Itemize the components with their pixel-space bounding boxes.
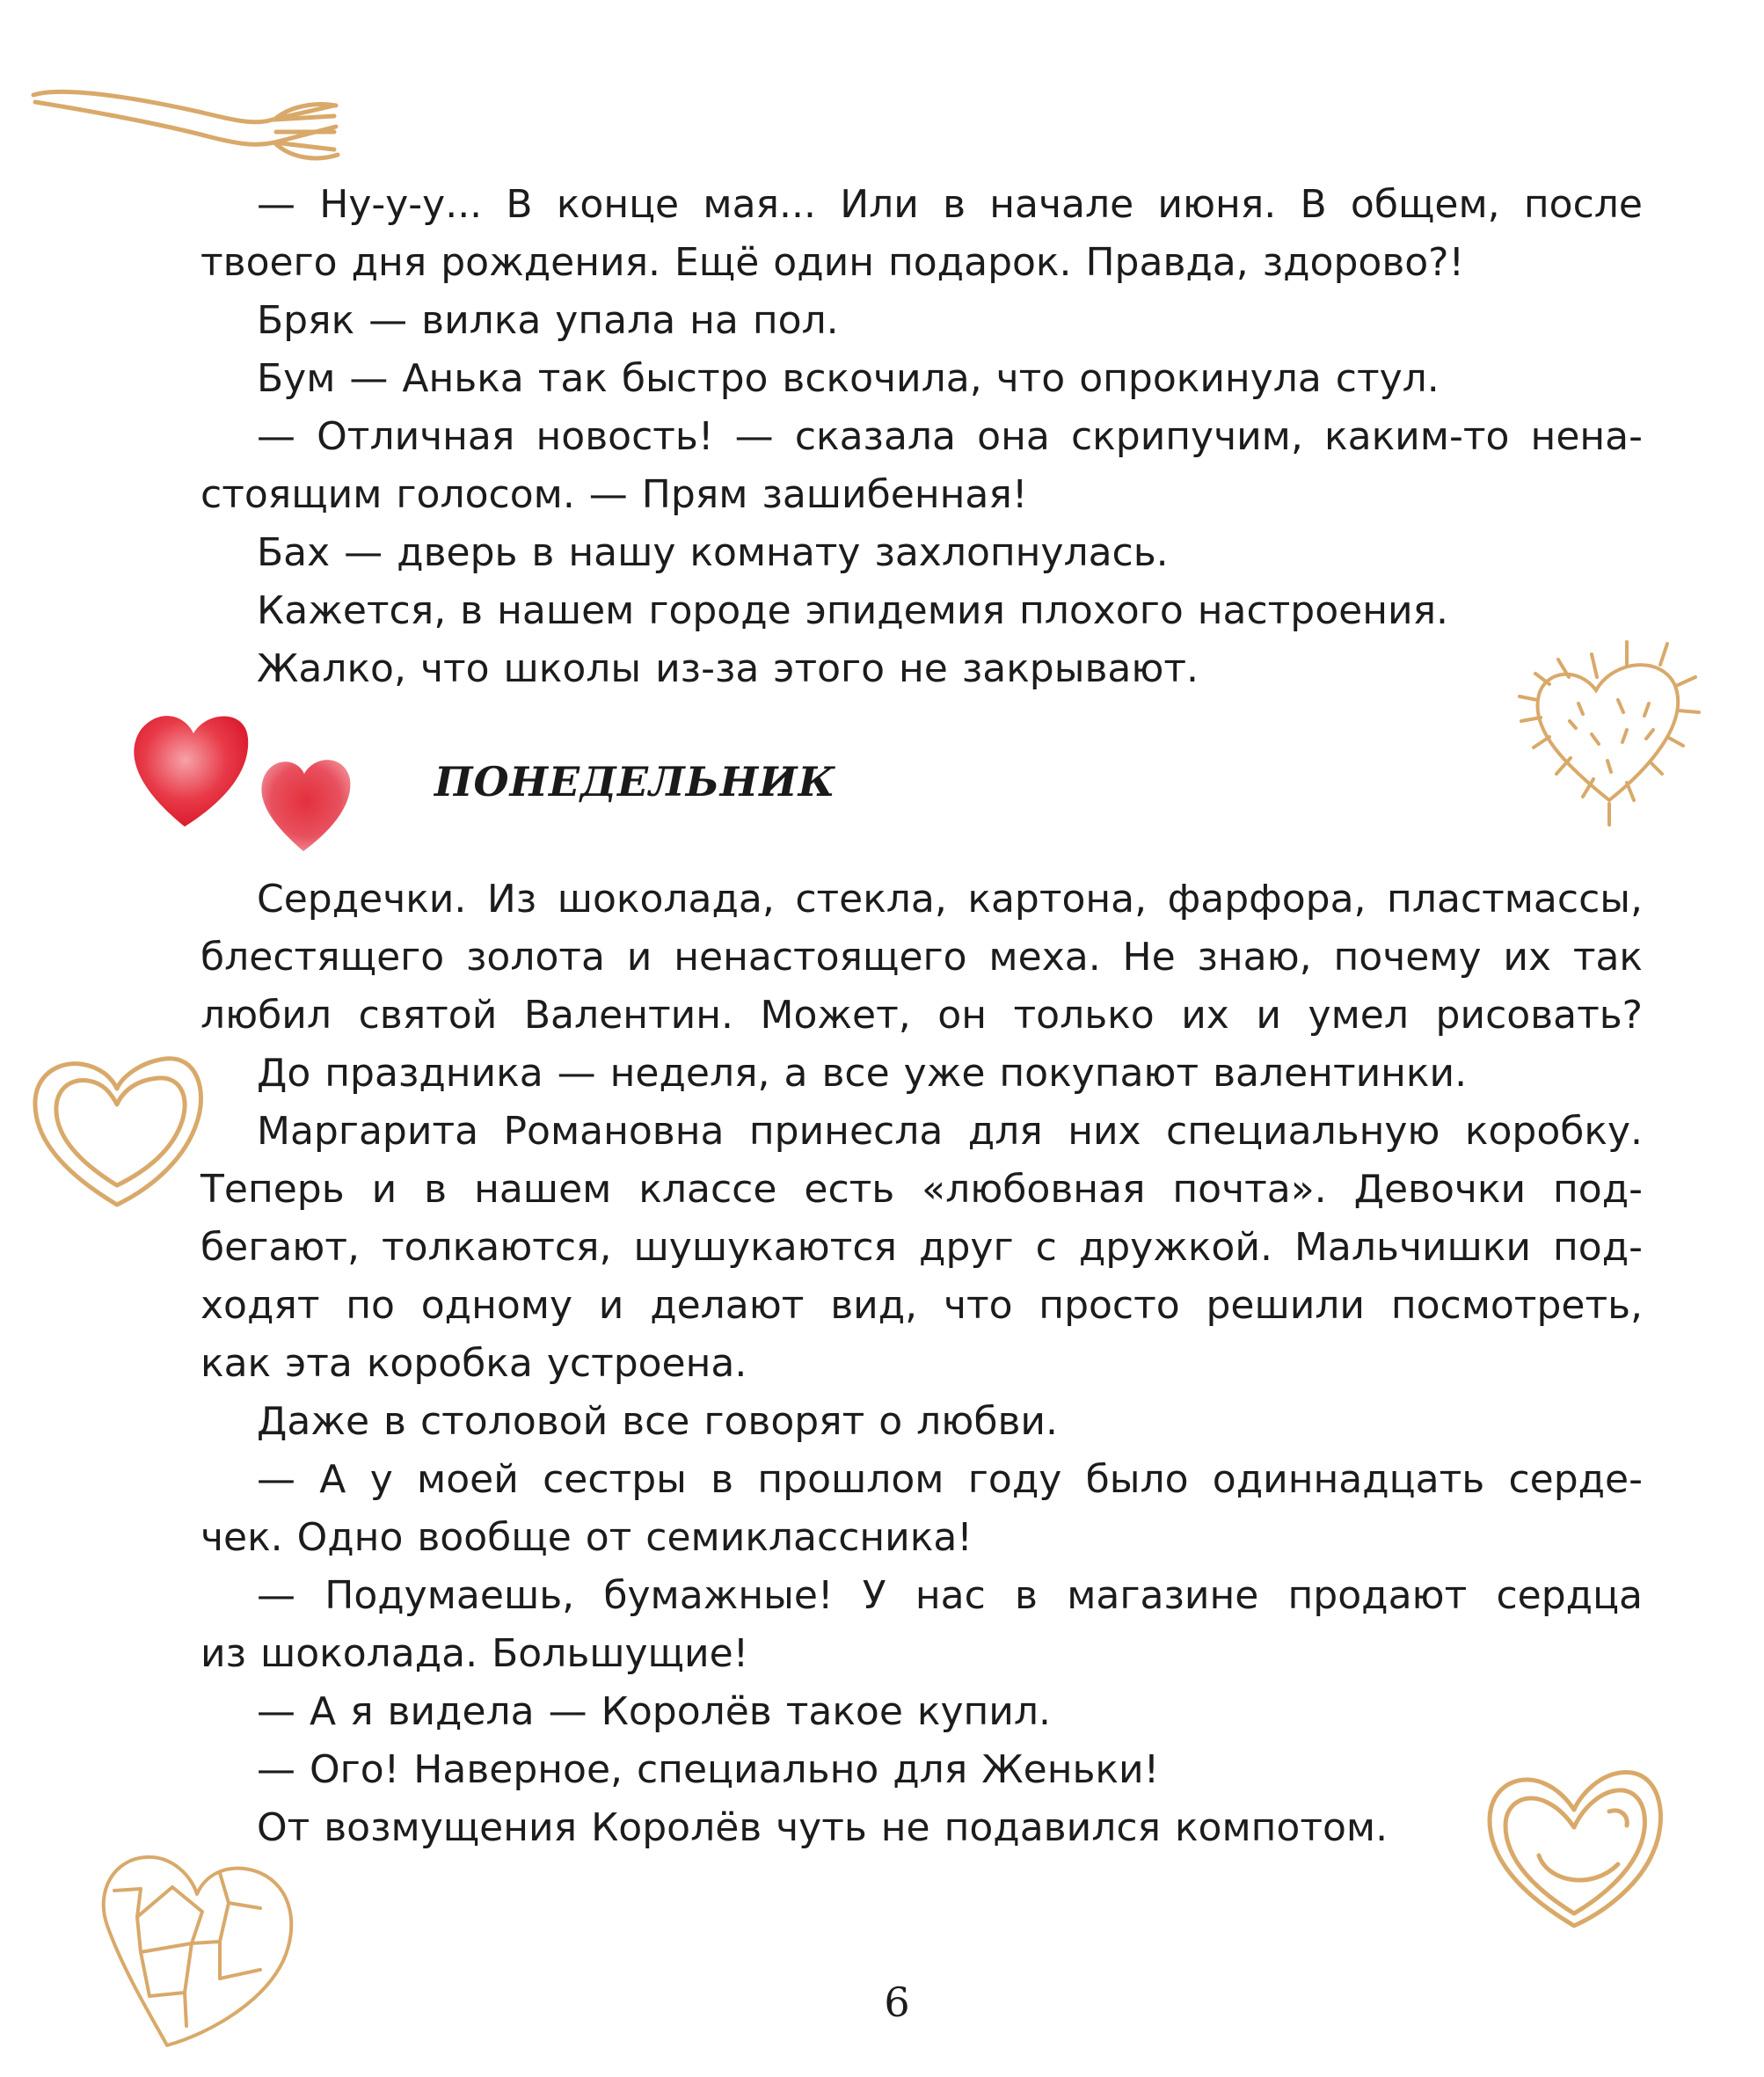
text-line: — А у моей сестры в прошлом году было одиннадцать серде- xyxy=(257,1457,1643,1502)
text-line: твоего дня рождения. Ещё один подарок. Правда, здорово?! xyxy=(200,240,1465,285)
text-line: Бум — Анька так быстро вскочила, что опрокинула стул. xyxy=(257,356,1440,401)
text-line: Теперь и в нашем классе есть «любовная почта». Девочки под- xyxy=(200,1167,1643,1212)
text-line: Жалко, что школы из-за этого не закрывают. xyxy=(257,646,1199,691)
red-watercolor-heart-icon xyxy=(123,703,369,862)
text-line: из шоколада. Большущие! xyxy=(200,1631,749,1676)
text-line: Бряк — вилка упала на пол. xyxy=(257,298,839,343)
text-line: — Отличная новость! — сказала она скрипучим, каким-то нена- xyxy=(257,414,1643,459)
outline-heart-doodle-icon xyxy=(25,1046,209,1222)
text-line: Кажется, в нашем городе эпидемия плохого настроения. xyxy=(257,588,1449,633)
text-line: От возмущения Королёв чуть не подавился компотом. xyxy=(257,1805,1389,1850)
patched-heart-doodle-icon xyxy=(88,1838,308,2058)
text-line: блестящего золота и ненастоящего меха. Не знаю, почему их так xyxy=(200,935,1643,980)
text-line: До праздника — неделя, а все уже покупают валентинки. xyxy=(257,1051,1468,1096)
text-line: — А я видела — Королёв такое купил. xyxy=(257,1689,1051,1734)
fork-doodle-icon xyxy=(26,70,343,176)
text-line: бегают, толкаются, шушукаются друг с дружкой. Мальчишки под- xyxy=(200,1225,1643,1270)
text-line: ходят по одному и делают вид, что просто решили посмотреть, xyxy=(200,1283,1643,1328)
text-line: — Подумаешь, бумажные! У нас в магазине продают сердца xyxy=(257,1573,1643,1618)
text-line: Даже в столовой все говорят о любви. xyxy=(257,1399,1058,1444)
text-line: Сердечки. Из шоколада, стекла, картона, фарфора, пластмассы, xyxy=(257,877,1643,922)
text-line: как эта коробка устроена. xyxy=(200,1341,747,1386)
text-line: Маргарита Романовна принесла для них специальную коробку. xyxy=(257,1109,1643,1154)
section-heading: ПОНЕДЕЛЬНИК xyxy=(434,758,836,805)
text-line: Бах — дверь в нашу комнату захлопнулась. xyxy=(257,530,1169,575)
text-line: чек. Одно вообще от семиклассника! xyxy=(200,1515,973,1560)
text-line: — Ну-у-у... В конце мая... Или в начале июня. В общем, после xyxy=(257,182,1643,227)
text-line: любил святой Валентин. Может, он только их и умел рисовать? xyxy=(200,993,1643,1038)
text-line: — Ого! Наверное, специально для Женьки! xyxy=(257,1747,1160,1792)
text-line: стоящим голосом. — Прям зашибенная! xyxy=(200,472,1028,517)
page-number: 6 xyxy=(884,1979,910,2026)
